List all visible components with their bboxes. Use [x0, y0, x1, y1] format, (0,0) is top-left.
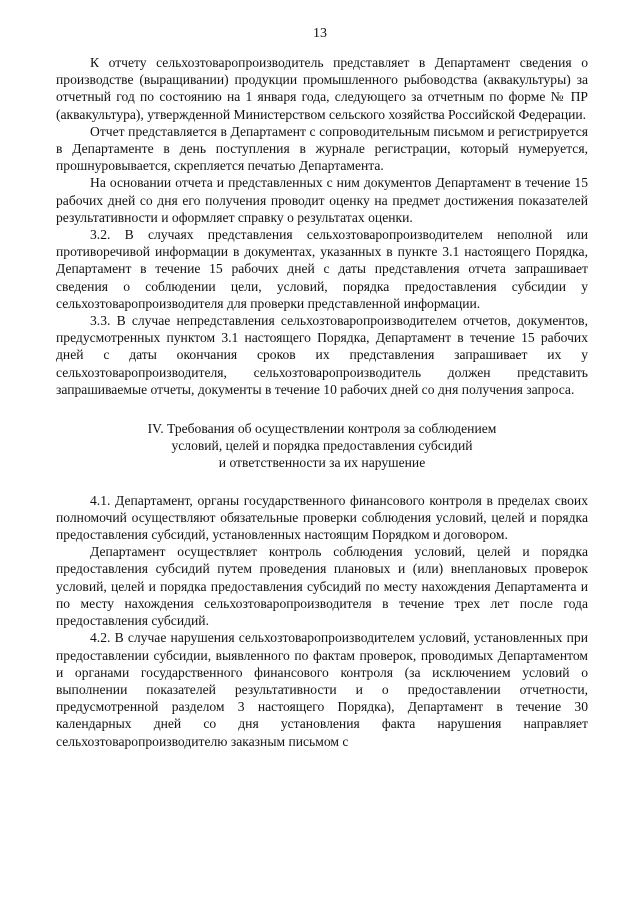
spacer — [56, 398, 588, 420]
section-heading — [56, 420, 588, 472]
page-number: 13 — [313, 26, 327, 41]
paragraph: Департамент осуществляет контроль соблюдения условий, целей и порядка предоставления субсидий путем проведения плановых и (или) внеплановых проверок условий, целей и порядка предоставления субсидий по месту нахождения Департамента и по месту нахождения сельхозтоваропроизводителя в течение трех лет после года предоставления субсидий. — [56, 544, 588, 629]
document-body — [56, 54, 588, 750]
section-heading-line: IV. Требования об осуществлении контроля за соблюдением — [147, 421, 497, 437]
section-heading-line: условий, целей и порядка предоставления субсидий — [171, 438, 473, 454]
paragraph: Отчет представляется в Департамент с сопроводительным письмом и регистрируется в Департаменте в день поступления в журнале регистрации, который нумеруется, прошнуровывается, скрепляется печатью Департамента. — [56, 123, 588, 174]
paragraph-3-2: 3.2. В случаях представления сельхозтоваропроизводителем неполной или противоречивой информации в документах, указанных в пункте 3.1 настоящего Порядка, Департамент в течение 15 рабочих дней с даты представления отчета запрашивает сведения о соблюдении цели, условий, порядка предоставления субсидии у сельхозтоваропроизводителя для проверки представленной информации. — [56, 227, 588, 311]
paragraph-4-2: 4.2. В случае нарушения сельхозтоваропроизводителем условий, установленных при предоставлении субсидии, выявленного по фактам проверок, проводимых Департаментом и органами государственного финансового контроля (за исключением условий о выполнении показателей результативности и о предоставлении отчетности, предусмотренной разделом 3 настоящего Порядка), Департамент в течение 30 календарных дней со дня установления факта нарушения направляет сельхозтоваропроизводителю заказным письмом с — [56, 630, 588, 749]
paragraph: К отчету сельхозтоваропроизводитель представляет в Департамент сведения о производстве (выращивании) продукции промышленного рыбоводства (аквакультуры) за отчетный год по состоянию на 1 января года, следующего за отчетным по форме № ПР (аквакультура), утвержденной Министерством сельского хозяйства Российской Федерации. — [56, 55, 588, 122]
paragraph-4-1: 4.1. Департамент, органы государственного финансового контроля в пределах своих полномочий осуществляют обязательные проверки соблюдения условий, целей и порядка предоставления субсидий, установленных настоящим Порядком и договором. — [56, 492, 588, 543]
paragraph: На основании отчета и представленных с ним документов Департамент в течение 15 рабочих дней со дня его получения проводит оценку на предмет достижения показателей результативности и оформляет справку о результатах оценки. — [56, 175, 588, 225]
spacer — [56, 472, 588, 492]
section-heading-line: и ответственности за их нарушение — [218, 455, 426, 471]
paragraph-3-3: 3.3. В случае непредставления сельхозтоваропроизводителем отчетов, документов, предусмотренных пунктом 3.1 настоящего Порядка, Департамент в течение 15 рабочих дней с даты окончания сроков их представления запрашивает их у сельхозтоваропроизводителя, сельхозтоваропроизводитель должен представить запрашиваемые отчеты, документы в течение 10 рабочих дней со дня получения запроса. — [56, 313, 588, 397]
